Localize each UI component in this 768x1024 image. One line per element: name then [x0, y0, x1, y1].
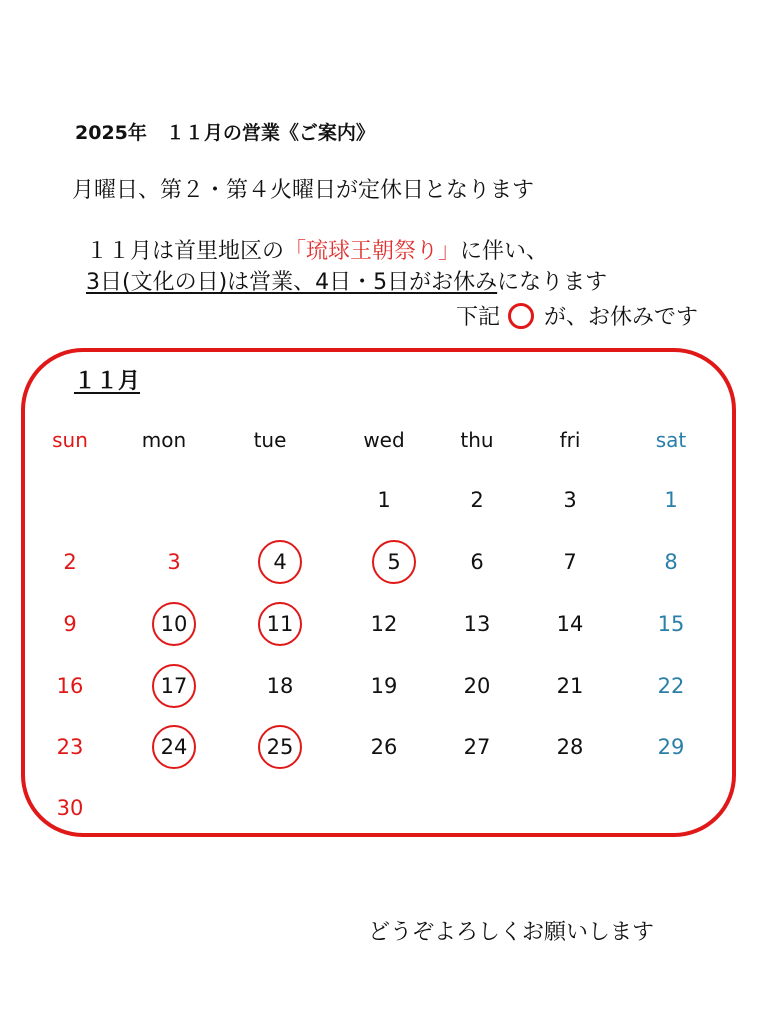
- calendar-day: 4: [273, 550, 287, 574]
- weekday-header-sat: sat: [655, 428, 687, 452]
- calendar-day: 13: [463, 612, 491, 636]
- notice-line-2-end: に伴い、: [460, 239, 549, 264]
- legend-suffix: が、お休みです: [544, 305, 699, 330]
- calendar-day: 12: [370, 612, 398, 636]
- calendar-day: 29: [657, 735, 685, 759]
- closing-message: どうぞよろしくお願いします: [368, 920, 655, 945]
- weekday-header-thu: thu: [460, 428, 494, 452]
- calendar-day: 5: [387, 550, 401, 574]
- calendar-day: 11: [266, 612, 294, 636]
- calendar-day: 10: [160, 612, 188, 636]
- calendar-day: 3: [167, 550, 181, 574]
- legend: [456, 300, 698, 331]
- weekday-header-tue: tue: [253, 428, 287, 452]
- calendar-day: 18: [266, 674, 294, 698]
- notice-line-3-underlined: 3日(文化の日)は営業、4日・5日がお休み: [86, 270, 498, 295]
- calendar-day: 3: [563, 488, 577, 512]
- calendar-day: 2: [470, 488, 484, 512]
- weekday-header-sun: sun: [52, 428, 88, 452]
- calendar-day: 2: [63, 550, 77, 574]
- calendar-day: 24: [160, 735, 188, 759]
- calendar-day: 22: [657, 674, 685, 698]
- notice-line-1: 月曜日、第２・第４火曜日が定休日となります: [72, 178, 535, 203]
- calendar-day: 26: [370, 735, 398, 759]
- calendar-day: 15: [657, 612, 685, 636]
- notice-line-3-end: になります: [497, 270, 608, 295]
- legend-prefix: 下記: [456, 305, 501, 330]
- notice-line-2-start: １１月は首里地区の: [86, 239, 285, 264]
- calendar-day: 30: [56, 796, 84, 820]
- weekday-header-wed: wed: [363, 428, 405, 452]
- calendar-day: 6: [470, 550, 484, 574]
- calendar-frame: [21, 348, 736, 837]
- calendar-day: 21: [556, 674, 584, 698]
- page-title: 2025年 １１月の営業《ご案内》: [75, 122, 375, 144]
- calendar-month: １１月: [74, 369, 141, 394]
- notice-line-3: [72, 238, 607, 298]
- calendar-day: 8: [664, 550, 678, 574]
- calendar-day: 1: [664, 488, 678, 512]
- calendar-day: 14: [556, 612, 584, 636]
- weekday-header-fri: fri: [559, 428, 581, 452]
- calendar-day: 19: [370, 674, 398, 698]
- calendar-day: 1: [377, 488, 391, 512]
- calendar-day: 23: [56, 735, 84, 759]
- calendar-day: 7: [563, 550, 577, 574]
- calendar-day: 17: [160, 674, 188, 698]
- calendar-day: 28: [556, 735, 584, 759]
- calendar-day: 16: [56, 674, 84, 698]
- festival-name: 「琉球王朝祭り」: [284, 239, 461, 264]
- calendar-day: 9: [63, 612, 77, 636]
- calendar-day: 20: [463, 674, 491, 698]
- circle-icon: [508, 303, 534, 329]
- calendar-day: 25: [266, 735, 294, 759]
- weekday-header-mon: mon: [141, 428, 187, 452]
- calendar-day: 27: [463, 735, 491, 759]
